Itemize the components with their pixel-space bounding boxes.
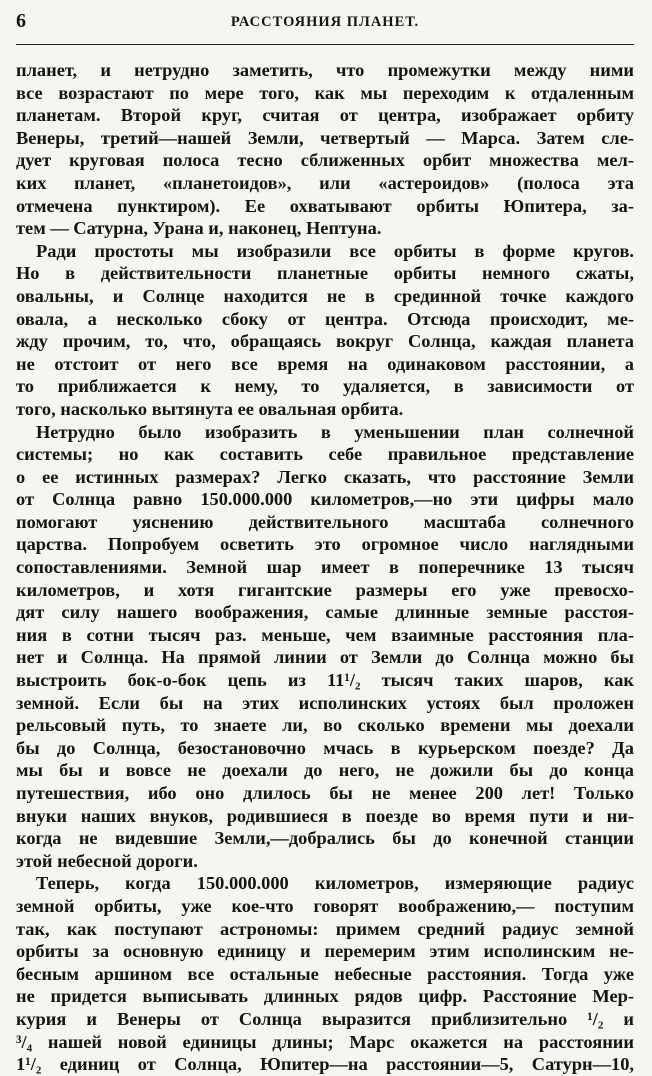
page-header [16, 8, 634, 45]
text-line: помогают уяснению действительного масштаба солнечного [16, 511, 634, 532]
text-line: земной. Если бы на этих исполинских устоях был проложен [16, 692, 634, 713]
text-line: от Солнца равно 150.000.000 километров,—но эти цифры мало [16, 489, 634, 510]
text-line: внуки наших внуков, родившиеся в поезде во время пути и ни- [16, 805, 634, 826]
text-line: не придется выписывать длинных рядов цифр. Расстояние Мер- [16, 986, 634, 1007]
text-line: мы бы и вовсе не доехали до него, не дожили бы до конца [16, 760, 634, 781]
text-line: ких планет, «планетоидов», или «астероидов» (полоса эта [16, 172, 634, 193]
text-line: Теперь, когда 150.000.000 километров, измеряющие радиус [36, 873, 634, 894]
paragraph [16, 240, 634, 421]
text-line: бы до Солнца, безостановочно мчась в курьерском поезде? Да [16, 737, 634, 758]
text-line: того, насколько вытянута ее овальная орбита. [16, 398, 404, 419]
text-line: ния в сотни тысяч раз. меньше, чем взаимные расстояния пла- [16, 624, 634, 645]
text-line: когда не видевшие Земли,—добрались бы до конечной станции [16, 828, 634, 849]
text-line: рельсовый путь, то знаете ли, во сколько времени мы доехали [16, 715, 634, 736]
text-line: системы; но как составить себе правильное представление [16, 444, 634, 465]
text-line: 1¹/₂ единиц от Солнца, Юпитер—на расстоянии—5, Сатурн—10, [16, 1054, 634, 1075]
text-line: все возрастают по мере того, как мы переходим к отдаленным [16, 82, 634, 103]
text-line: курия и Венеры от Солнца выразится приблизительно ¹/₂ и [16, 1008, 634, 1029]
book-page [0, 8, 652, 1075]
text-line: дует круговая полоса тесно сближенных орбит множества мел- [16, 150, 634, 171]
running-head: РАССТОЯНИЯ ПЛАНЕТ. [230, 14, 420, 30]
text-line: овала, а несколько сбоку от центра. Отсюда происходит, ме- [16, 308, 634, 329]
text-line: о ее истинных размерах? Легко сказать, что расстояние Земли [16, 466, 634, 487]
text-line: километров, и хотя гигантские размеры его уже превосхо- [16, 579, 634, 600]
text-line: планетам. Второй круг, считая от центра, изображает орбиту [16, 105, 634, 126]
paragraph [16, 59, 634, 240]
text-line: то приближается к нему, то удаляется, в зависимости от [16, 376, 634, 397]
paragraph [16, 421, 634, 873]
text-line: планет, и нетрудно заметить, что промежутки между ними [16, 60, 634, 80]
text-line: нет и Солнца. На прямой линии от Земли до Солнца можно бы [16, 647, 634, 668]
text-line: бесным аршином все остальные небесные расстояния. Тогда уже [16, 963, 634, 984]
text-line: не отстоит от него все время на одинаковом расстоянии, а [16, 353, 634, 374]
text-line: орбиты за основную единицу и перемерим этим исполинским не- [16, 941, 634, 962]
text-line: путешествия, ибо оно длилось бы не менее 200 лет! Только [16, 783, 634, 803]
text-line: ³/₄ нашей новой единицы длины; Марс окажется на расстоянии [16, 1031, 634, 1052]
text-line: отмечена пунктиром). Ее охватывают орбиты Юпитера, за- [16, 195, 634, 216]
paragraph [16, 872, 634, 1075]
text-line: тем — Сатурна, Урана и, наконец, Нептуна. [16, 218, 382, 239]
text-line: Но в действительности планетные орбиты немного сжаты, [16, 263, 634, 284]
body-text [16, 59, 634, 1076]
text-line: Нетрудно было изобразить в уменьшении план солнечной [36, 421, 634, 442]
text-line: Ради простоты мы изобразили все орбиты в форме кругов. [36, 240, 634, 261]
text-line: этой небесной дороги. [16, 850, 198, 871]
text-line: жду прочим, то, что, обращаясь вокруг Солнца, каждая планета [16, 331, 634, 352]
page-number: 6 [16, 10, 26, 32]
text-line: так, как поступают астрономы: примем средний радиус земной [16, 918, 634, 939]
text-line: выстроить бок-о-бок цепь из 11¹/₂ тысяч таких шаров, как [16, 670, 634, 691]
text-line: Венеры, третий—нашей Земли, четвертый — Марса. Затем сле- [16, 127, 634, 148]
text-line: сопоставлениями. Земной шар имеет в поперечнике 13 тысяч [16, 557, 634, 578]
text-line: царства. Попробуем осветить это огромное число наглядными [16, 534, 634, 555]
text-line: дят силу нашего воображения, самые длинные земные расстоя- [16, 602, 634, 623]
text-line: земной орбиты, уже кое-что говорят воображению,— поступим [16, 895, 634, 916]
text-line: овальны, и Солнце находится не в срединной точке каждого [16, 285, 634, 306]
